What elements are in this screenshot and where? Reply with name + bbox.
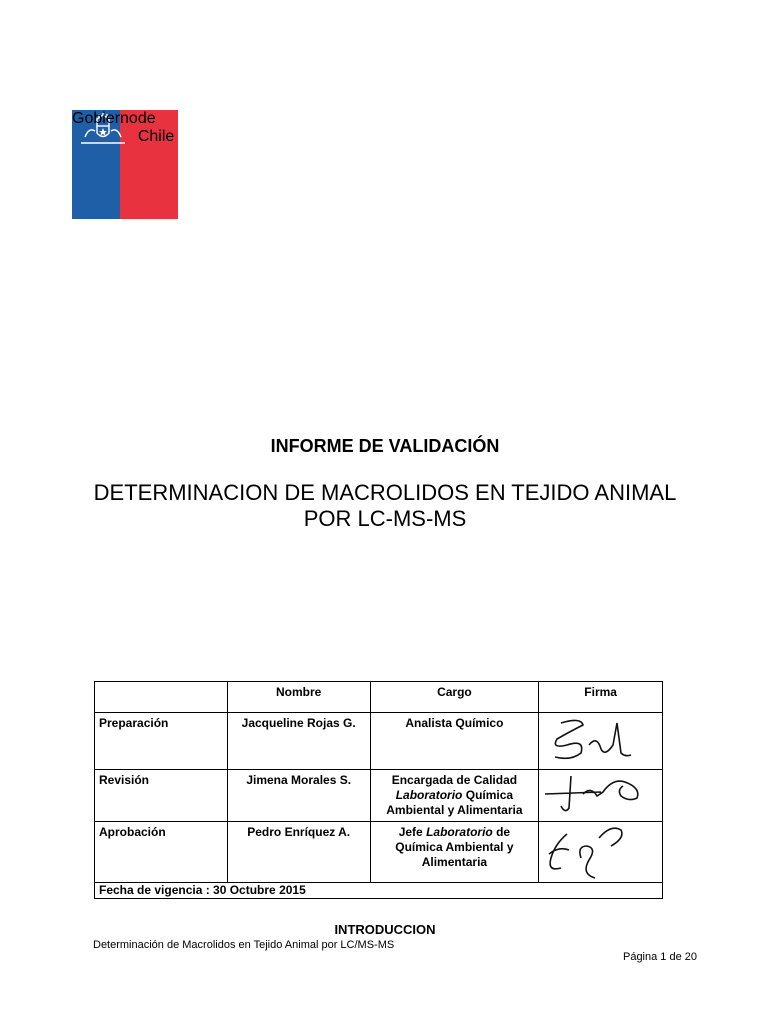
role-line: Encargada de Calidad [391, 773, 518, 787]
row-name: Jacqueline Rojas G. [227, 713, 370, 770]
document-title: INFORME DE VALIDACIÓN [270, 436, 500, 456]
row-name: Jimena Morales S. [227, 770, 370, 822]
logo-line-1: Gobierno [72, 110, 138, 127]
page-number: Página 1 de 20 [622, 951, 697, 963]
signature-1-icon [541, 715, 633, 765]
page-footer-title: Determinación de Macrolidos en Tejido Animal por LC/MS-MS [93, 939, 395, 951]
signature-2-icon [541, 772, 651, 814]
row-stage: Preparación [95, 713, 228, 770]
table-row [95, 822, 663, 883]
role-line-start: Jefe [398, 825, 423, 839]
subtitle-line-2: POR LC-MS-MS [303, 506, 467, 531]
header-firma: Firma [539, 682, 663, 713]
role-line: Química Ambiental y [395, 840, 514, 854]
validity-date: Fecha de vigencia : 30 Octubre 2015 [95, 883, 663, 899]
logo-text [72, 110, 178, 219]
role-line: Alimentaria [421, 855, 488, 869]
role-line-rest: Química [465, 788, 514, 802]
role-line-rest: de [496, 825, 511, 839]
table-row [95, 713, 663, 770]
role-italic: Laboratorio [395, 788, 463, 802]
signature-cell [539, 770, 663, 822]
header-nombre: Nombre [227, 682, 370, 713]
role-line: Ambiental y Alimentaria [386, 803, 523, 817]
table-row [95, 770, 663, 822]
approval-table [94, 681, 663, 899]
table-header-row [95, 682, 663, 713]
row-stage: Revisión [95, 770, 228, 822]
role-line [375, 788, 535, 803]
header-empty [95, 682, 228, 713]
section-heading: INTRODUCCION [334, 922, 436, 937]
row-stage: Aprobación [95, 822, 228, 883]
signature-cell [539, 713, 663, 770]
row-role [370, 770, 539, 822]
header-cargo: Cargo [370, 682, 539, 713]
table-footer-row [95, 883, 663, 899]
signature-3-icon [541, 824, 633, 880]
subtitle-line-1: DETERMINACION DE MACROLIDOS EN TEJIDO ANIMAL [93, 480, 677, 505]
signature-cell [539, 822, 663, 883]
role-line [375, 825, 535, 840]
row-role [370, 713, 539, 770]
role-italic: Laboratorio [426, 825, 493, 839]
row-name: Pedro Enríquez A. [227, 822, 370, 883]
document-subtitle [70, 480, 700, 532]
logo-line-2: de Chile [137, 110, 175, 145]
role-line: Analista Químico [405, 716, 504, 730]
row-role [370, 822, 539, 883]
